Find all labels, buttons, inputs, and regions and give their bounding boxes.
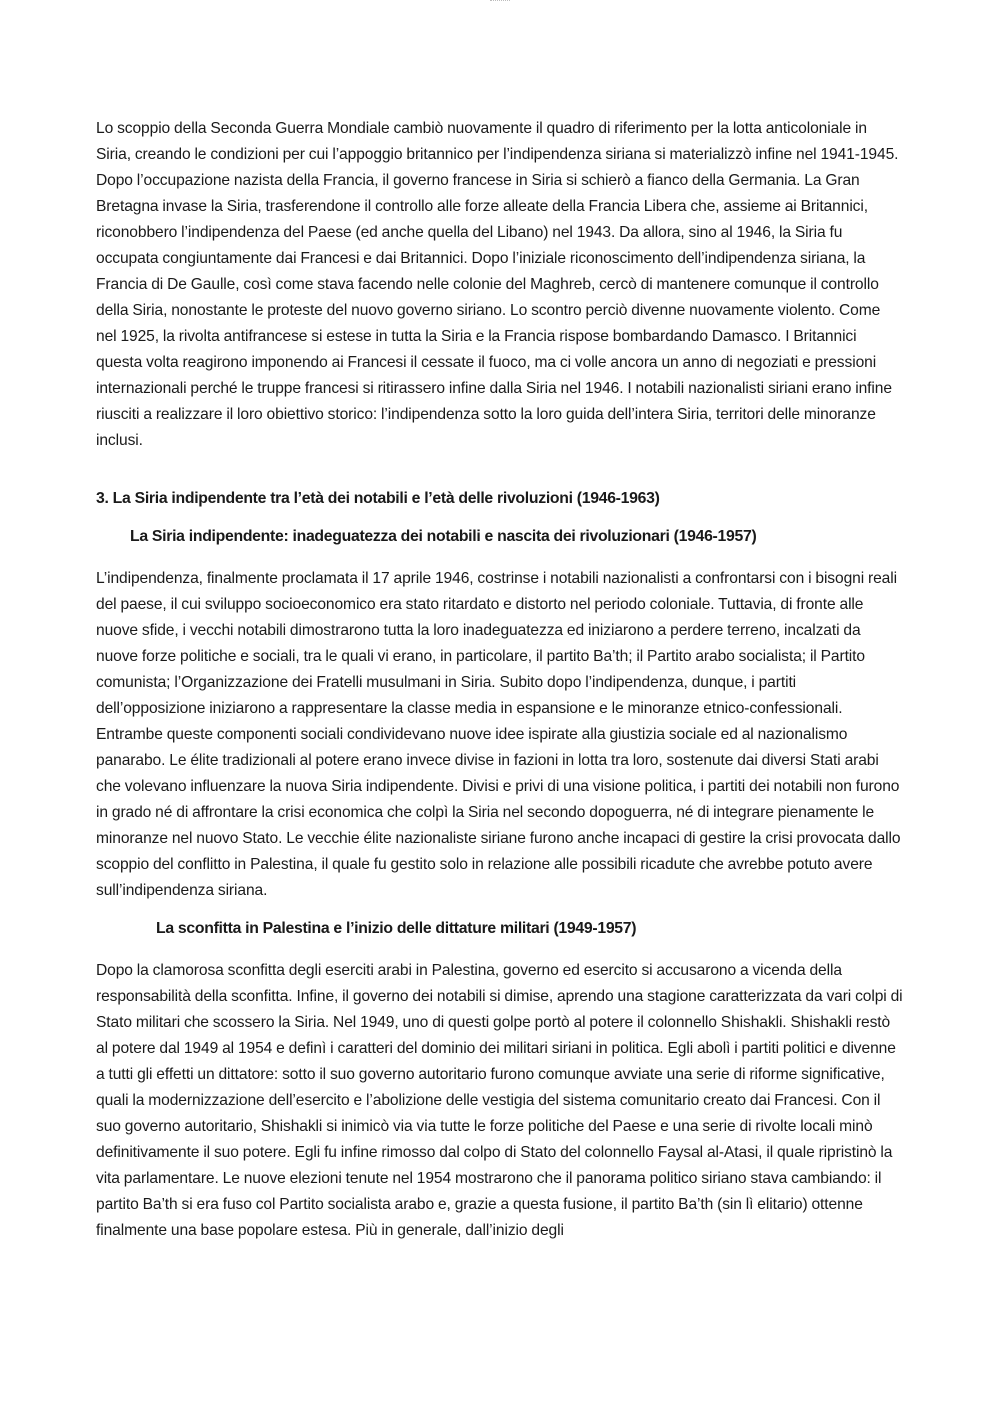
paragraph-wwii: Lo scoppio della Seconda Guerra Mondiale cambiò nuovamente il quadro di riferimento per la lotta anticoloniale in Siria, creando le condizioni per cui l’appoggio britannico per l’indipendenza siriana si materializzò infine nel 1941-1945. Dopo l’occupazione nazista della Francia, il governo francese in Siria si schierò a fianco della Germania. La Gran Bretagna invase la Siria, trasferendone il controllo alle forze alleate della Francia Libera che, assieme ai Britannici, riconobbero l’indipendenza del Paese (ed anche quella del Libano) nel 1943. Da allora, sino al 1946, la Siria fu occupata congiuntamente dai Francesi e dai Britannici. Dopo l’iniziale riconoscimento dell’indipendenza siriana, la Francia di De Gaulle, così come stava facendo nelle colonie del Maghreb, cercò di mantenere comunque il controllo della Siria, nonostante le proteste del nuovo governo siriano. Lo scontro perciò divenne nuovamente violento. Come nel 1925, la rivolta antifrancese si estese in tutta la Siria e la Francia rispose bombardando Damasco. I Britannici questa volta reagirono imponendo ai Francesi il cessate il fuoco, ma ci volle ancora un anno di negoziati e pressioni internazionali perché le truppe francesi si ritirassero infine dalla Siria nel 1946. I notabili nazionalisti siriani erano infine riusciti a realizzare il loro obiettivo storico: l’indipendenza sotto la loro guida dell’intera Siria, territori delle minoranze inclusi. <box>96 120 899 449</box>
paragraph-independence: L’indipendenza, finalmente proclamata il 17 aprile 1946, costrinse i notabili nazionalisti a confrontarsi con i bisogni reali del paese, il cui sviluppo socioeconomico era stato ritardato e distorto nel periodo coloniale. Tuttavia, di fronte alle nuove sfide, i vecchi notabili dimostrarono tutta la loro inadeguatezza ed iniziarono a perdere terreno, incalzati da nuove forze politiche e sociali, tra le quali vi erano, in particolare, il partito Ba’th; il Partito arabo socialista; il Partito comunista; l’Organizzazione dei Fratelli musulmani in Siria. Subito dopo l’indipendenza, dunque, i partiti dell’opposizione iniziarono a rappresentare la classe media in espansione e le minoranze etnico-confessionali. Entrambe queste componenti sociali condividevano nuove idee ispirate alla giustizia sociale ed al nazionalismo panarabo. Le élite tradizionali al potere erano invece divise in fazioni in lotta tra loro, sostenute dai diversi Stati arabi che volevano influenzare la nuova Siria indipendente. Divisi e privi di una visione politica, i partiti dei notabili non furono in grado né di affrontare la crisi economica che colpì la Siria nel secondo dopoguerra, né di integrare pienamente le minoranze nel nuovo Stato. Le vecchie élite nazionaliste siriane furono anche incapaci di gestire la crisi provocata dallo scoppio del conflitto in Palestina, il quale fu gestito solo in relazione alle possibili ricadute che avrebbe potuto avere sull’indipendenza siriana. <box>96 570 901 899</box>
header-mark <box>490 0 510 4</box>
subheading-palestine: La sconfitta in Palestina e l’inizio delle dittature militari (1949-1957) <box>156 920 637 937</box>
document-body <box>96 116 904 1244</box>
section-heading: 3. La Siria indipendente tra l’età dei notabili e l’età delle rivoluzioni (1946-1963) <box>96 490 660 507</box>
paragraph-military: Dopo la clamorosa sconfitta degli eserciti arabi in Palestina, governo ed esercito si accusarono a vicenda della responsabilità della sconfitta. Infine, il governo dei notabili si dimise, aprendo una stagione caratterizzata da vari colpi di Stato militari che scossero la Siria. Nel 1949, uno di questi golpe portò al potere il colonnello Shishakli. Shishakli restò al potere dal 1949 al 1954 e definì i caratteri del dominio dei militari siriani in politica. Egli abolì i partiti politici e divenne a tutti gli effetti un dittatore: sotto il suo governo autoritario furono comunque avviate una serie di riforme significative, quali la modernizzazione dell’esercito e l’abolizione delle vestigia del sistema comunitario creato dai Francesi. Con il suo governo autoritario, Shishakli si inimicò via via tutte le forze politiche del Paese e una serie di rivolte locali minò definitivamente il suo potere. Egli fu infine rimosso dal colpo di Stato del colonnello Faysal al-Atasi, il quale ripristinò la vita parlamentare. Le nuove elezioni tenute nel 1954 mostrarono che il panorama politico siriano stava cambiando: il partito Ba’th si era fuso col Partito socialista arabo e, grazie a questa fusione, il partito Ba’th (sin lì elitario) ottenne finalmente una base popolare estesa. Più in generale, dall’inizio degli <box>96 962 903 1239</box>
subheading-independence: La Siria indipendente: inadeguatezza dei notabili e nascita dei rivoluzionari (1946-1957) <box>130 528 757 545</box>
